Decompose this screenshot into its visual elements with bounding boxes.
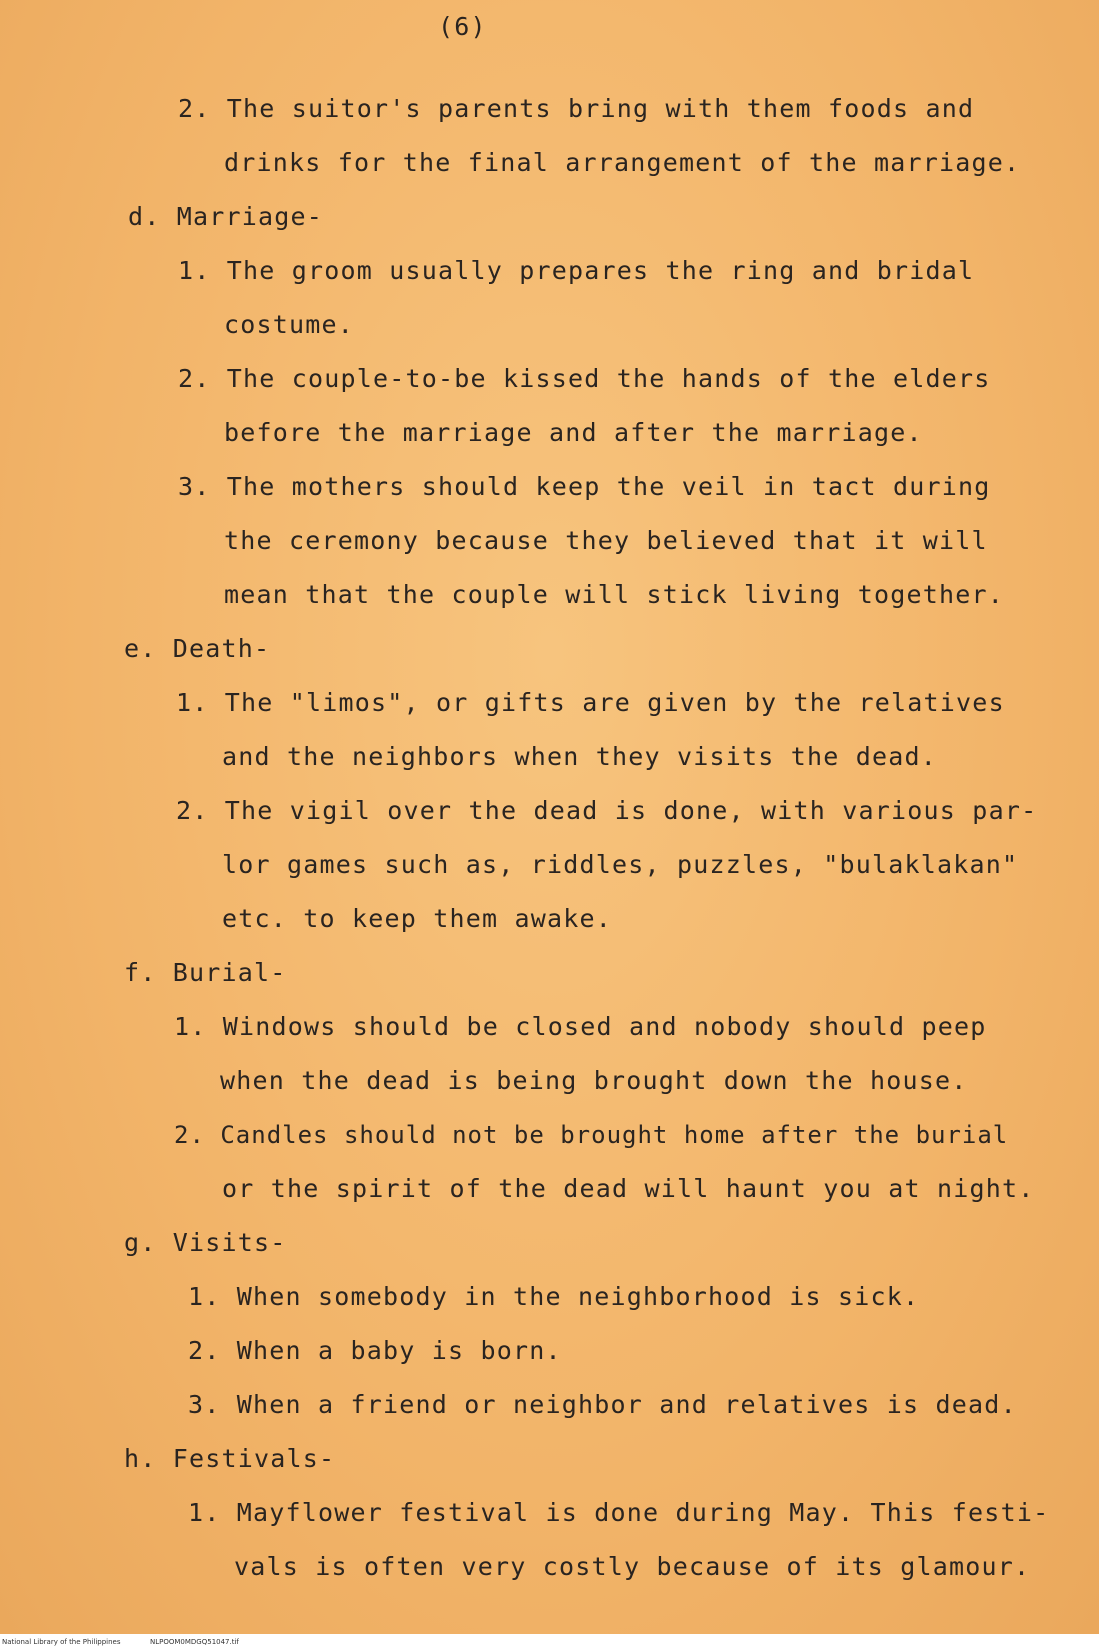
text-line: 1. Windows should be closed and nobody should peep <box>174 1012 987 1041</box>
text-line: 2. Candles should not be brought home after the burial <box>174 1121 1009 1149</box>
text-line: 3. The mothers should keep the veil in tact during <box>178 472 991 501</box>
text-line: before the marriage and after the marriage. <box>224 418 923 447</box>
text-line: mean that the couple will stick living together. <box>224 580 1005 609</box>
footer-source: National Library of the Philippines <box>2 1638 121 1646</box>
text-line: vals is often very costly because of its glamour. <box>234 1552 1031 1581</box>
text-line: 1. The "limos", or gifts are given by the relatives <box>176 688 1005 717</box>
bleed-through-texture <box>230 60 246 90</box>
scan-footer <box>0 1634 1099 1650</box>
text-line: 1. When somebody in the neighborhood is sick. <box>188 1282 920 1311</box>
section-heading: e. Death- <box>124 634 271 663</box>
footer-filename: NLPOOM0MDGQ51047.tif <box>150 1638 239 1646</box>
text-line: drinks for the final arrangement of the marriage. <box>224 148 1021 177</box>
text-line: 1. The groom usually prepares the ring and bridal <box>178 256 975 285</box>
text-line: 2. The vigil over the dead is done, with various par- <box>176 796 1038 825</box>
section-heading: d. Marriage- <box>128 202 324 231</box>
text-line: the ceremony because they believed that it will <box>224 526 988 555</box>
section-heading: f. Burial- <box>124 958 287 987</box>
section-heading: g. Visits- <box>124 1228 287 1257</box>
text-line: costume. <box>224 310 355 339</box>
text-line: when the dead is being brought down the house. <box>220 1066 968 1095</box>
section-heading: h. Festivals- <box>124 1444 336 1473</box>
text-line: 3. When a friend or neighbor and relatives is dead. <box>188 1390 1017 1419</box>
text-line: lor games such as, riddles, puzzles, "bulaklakan" <box>222 850 1019 879</box>
text-line: 2. When a baby is born. <box>188 1336 562 1365</box>
text-line: or the spirit of the dead will haunt you at night. <box>222 1174 1035 1203</box>
text-line: etc. to keep them awake. <box>222 904 613 933</box>
text-line: 1. Mayflower festival is done during May. This festi- <box>188 1498 1050 1527</box>
page-number: (6) <box>438 12 487 41</box>
text-line: 2. The couple-to-be kissed the hands of the elders <box>178 364 991 393</box>
text-line: 2. The suitor's parents bring with them foods and <box>178 94 975 123</box>
text-line: and the neighbors when they visits the dead. <box>222 742 938 771</box>
